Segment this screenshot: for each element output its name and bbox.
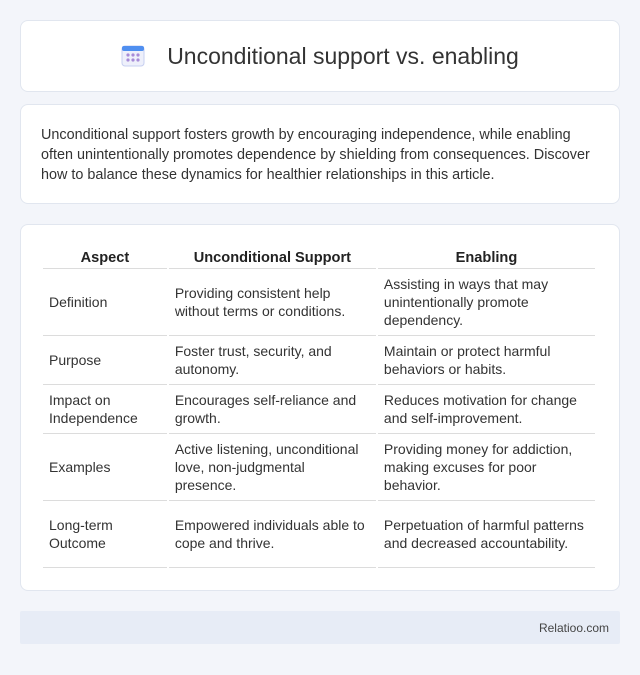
intro-text: Unconditional support fosters growth by encouraging independence, while enabling often unintentionally promotes dependence by shielding from consequences. Discover how to balance these dynamics for healthier relationships in this article. xyxy=(41,127,590,183)
row-enabling: Maintain or protect harmful behaviors or habits. xyxy=(378,336,595,385)
header-unconditional-support: Unconditional Support xyxy=(169,243,376,269)
header-enabling: Enabling xyxy=(378,243,595,269)
row-aspect: Impact on Independence xyxy=(43,385,167,434)
table-row xyxy=(43,269,595,336)
footer-site-link[interactable]: Relatioo.com xyxy=(538,621,609,635)
intro-card xyxy=(20,104,620,204)
page-title: Unconditional support vs. enabling xyxy=(167,42,519,69)
comparison-table xyxy=(41,243,597,568)
header-aspect: Aspect xyxy=(43,243,167,269)
row-enabling: Reduces motivation for change and self-improvement. xyxy=(378,385,595,434)
footer xyxy=(20,611,620,644)
row-unconditional-support: Providing consistent help without terms or conditions. xyxy=(169,269,376,336)
table-row xyxy=(43,501,595,568)
comparison-card xyxy=(20,224,620,591)
row-unconditional-support: Foster trust, security, and autonomy. xyxy=(169,336,376,385)
row-unconditional-support: Empowered individuals able to cope and thrive. xyxy=(169,501,376,568)
calendar-icon xyxy=(121,44,145,68)
row-enabling: Providing money for addiction, making excuses for poor behavior. xyxy=(378,434,595,501)
table-header-row xyxy=(43,243,595,269)
row-aspect: Examples xyxy=(43,434,167,501)
row-aspect: Definition xyxy=(43,269,167,336)
title-card xyxy=(20,20,620,92)
table-row xyxy=(43,336,595,385)
table-row xyxy=(43,434,595,501)
row-unconditional-support: Encourages self-reliance and growth. xyxy=(169,385,376,434)
row-enabling: Assisting in ways that may unintentionally promote dependency. xyxy=(378,269,595,336)
row-aspect: Long-term Outcome xyxy=(43,501,167,568)
row-enabling: Perpetuation of harmful patterns and decreased accountability. xyxy=(378,501,595,568)
table-row xyxy=(43,385,595,434)
row-aspect: Purpose xyxy=(43,336,167,385)
row-unconditional-support: Active listening, unconditional love, non-judgmental presence. xyxy=(169,434,376,501)
